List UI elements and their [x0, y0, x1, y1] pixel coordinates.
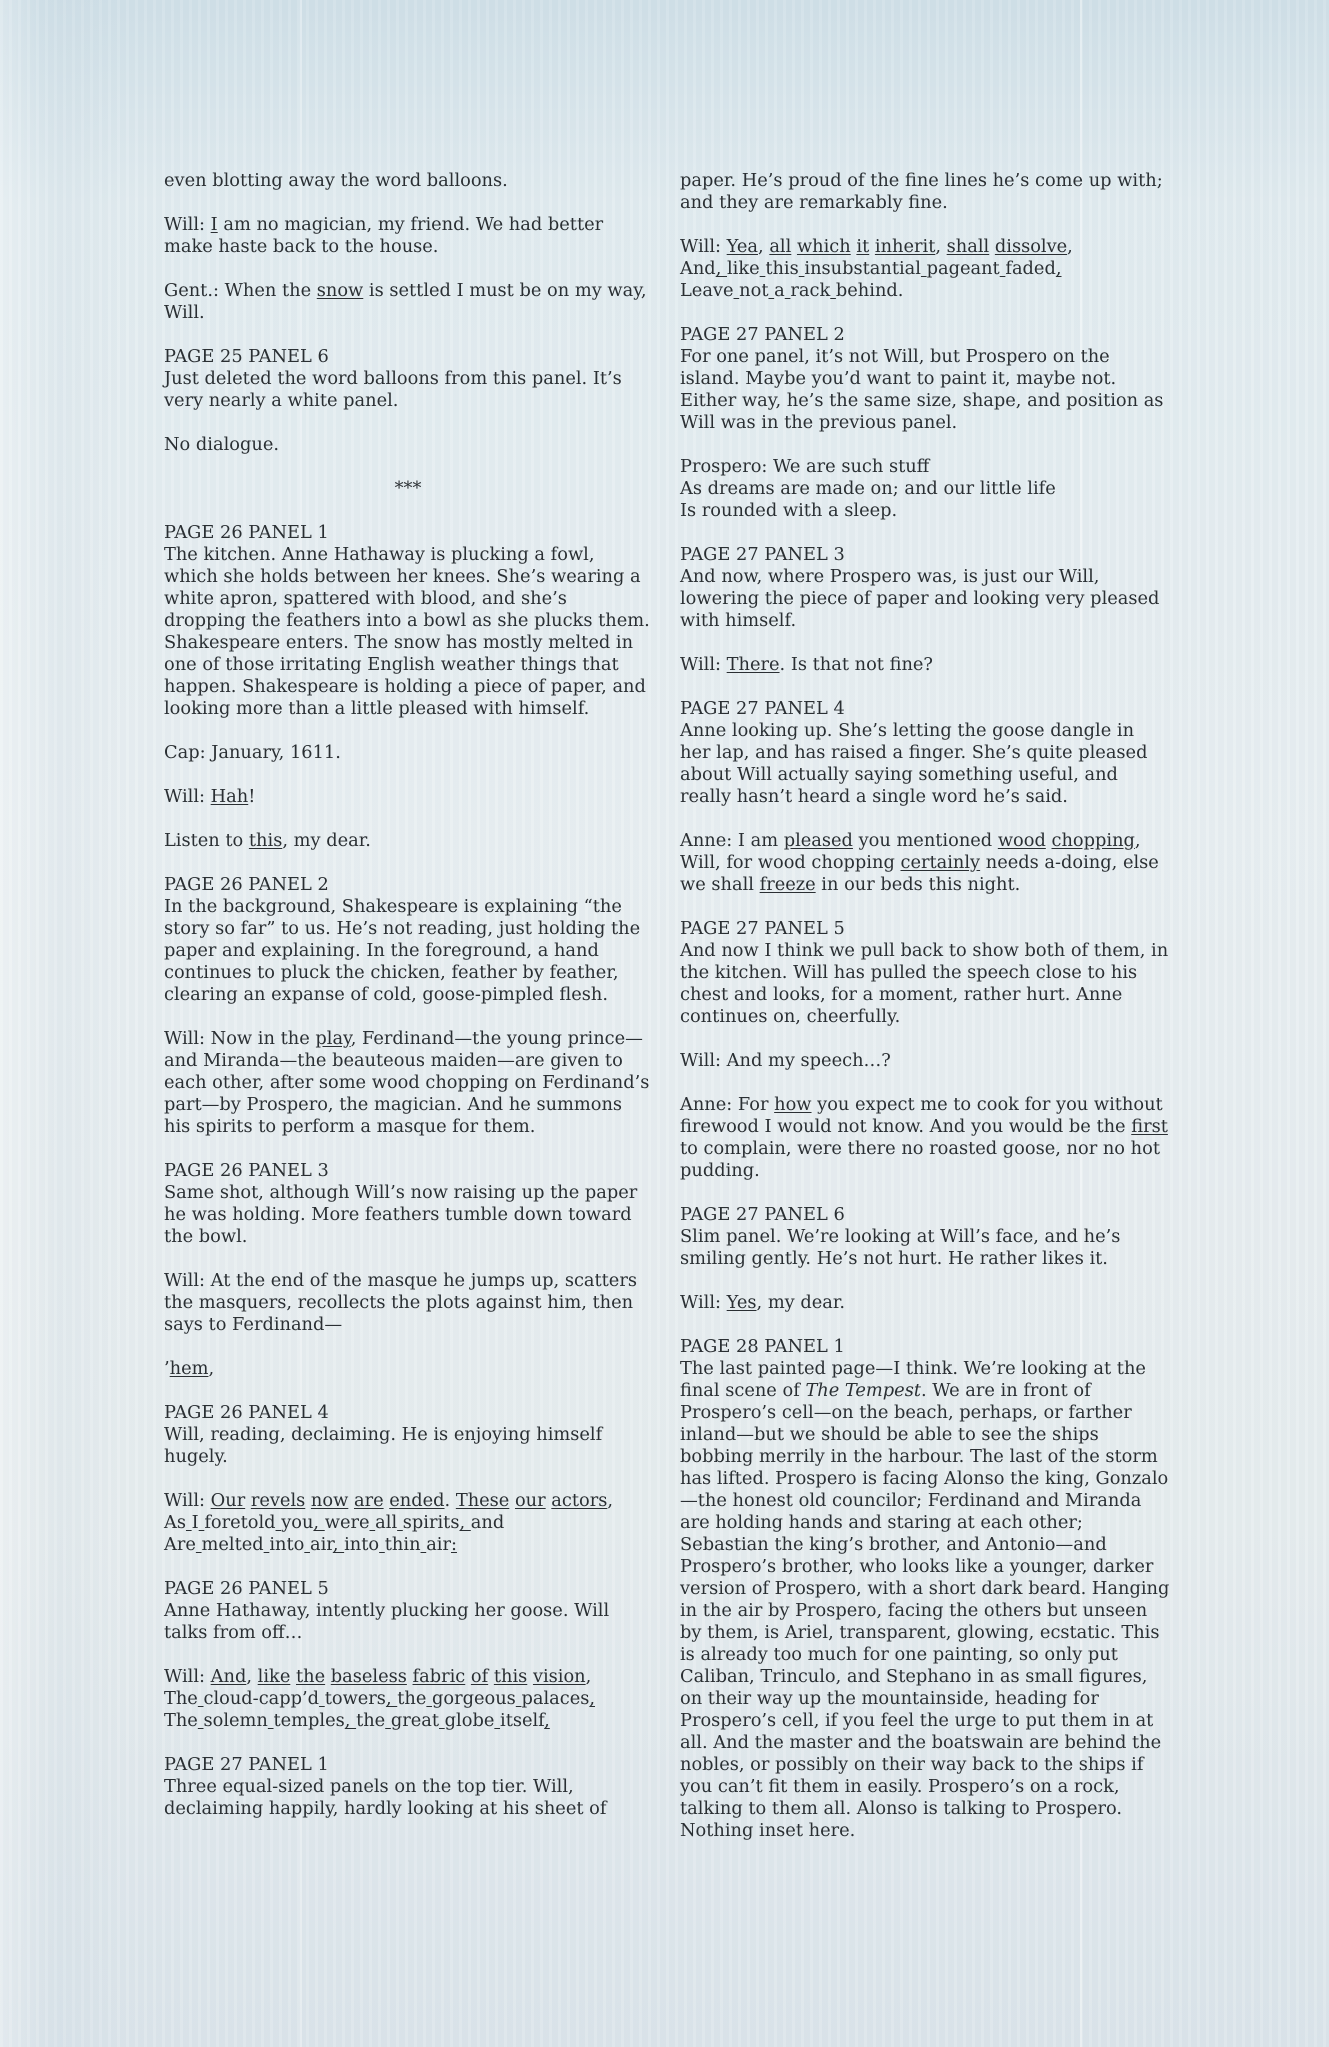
- panel-heading: PAGE 25 PANEL 6: [164, 346, 329, 367]
- panel-description: The kitchen. Anne Hathaway is plucking a fowl, which she holds between her knees. She’s wearing a white apron, spattered with blood, and she’s dropping the feathers into a bowl as she plucks them. Shakespeare enters. The snow has mostly melted in one of those irritating English weather things that happen. Shakespeare is holding a piece of paper, and looking more than a little pleased with himself.: [164, 544, 650, 719]
- panel-description: In the background, Shakespeare is explaining “the story so far” to us. He’s not reading, just holding the paper and explaining. In the foreground, a hand continues to pluck the chicken, feather by feather, clearing an expanse of cold, goose-pimpled flesh.: [164, 896, 641, 1005]
- paragraph: even blotting away the word balloons.: [164, 170, 508, 191]
- dialogue: Will: Yes, my dear.: [680, 1292, 846, 1313]
- panel-description: And now, where Prospero was, is just our Will, lowering the piece of paper and looking very pleased with himself.: [680, 566, 1160, 631]
- panel-heading: PAGE 28 PANEL 1: [680, 1336, 845, 1357]
- verse-line: Leave not a rack behind.: [680, 280, 904, 301]
- dialogue: Will: And my speech…?: [680, 1050, 891, 1071]
- panel-block: [680, 324, 1170, 434]
- verse: [164, 1490, 652, 1556]
- panel-heading: PAGE 27 PANEL 4: [680, 698, 845, 719]
- section-break: ***: [394, 478, 422, 499]
- panel-block: [680, 1204, 1170, 1270]
- panel-block: [164, 1754, 652, 1820]
- panel-block: [164, 1160, 652, 1248]
- verse-line: The cloud-capp’d towers, the gorgeous palaces,: [164, 1688, 596, 1709]
- dialogue-text: Anne: I am pleased you mentioned wood chopping, Will, for wood chopping certainly needs a-doing, else we shall freeze in our beds this night.: [680, 830, 1159, 895]
- panel-description: Three equal-sized panels on the top tier. Will, declaiming happily, hardly looking at his sheet of: [164, 1776, 607, 1819]
- verse-line: Will: Our revels now are ended. These our actors,: [164, 1490, 613, 1511]
- panel-description: Same shot, although Will’s now raising up the paper he was holding. More feathers tumble down toward the bowl.: [164, 1182, 638, 1247]
- panel-description: For one panel, it’s not Will, but Prospero on the island. Maybe you’d want to paint it, maybe not. Either way, he’s the same size, shape, and position as Will was in the previous panel.: [680, 346, 1164, 433]
- panel-heading: PAGE 27 PANEL 1: [164, 1754, 329, 1775]
- verse-line: Will: And, like the baseless fabric of this vision,: [164, 1666, 592, 1687]
- panel-description: The last painted page—I think. We’re looking at the final scene of The Tempest. We are in front of Prospero’s cell—on the beach, perhaps, or farther inland—but we should be able to see the ships bobbing merrily in the harbour. The last of the storm has lifted. Prospero is facing Alonso the king, Gonzalo—the honest old councilor; Ferdinand and Miranda are holding hands and staring at each other; Sebastian the king’s brother, and Antonio—and Prospero’s brother, who looks like a younger, darker version of Prospero, with a short dark beard. Hanging in the air by Prospero, facing the others but unseen by them, is Ariel, transparent, glowing, ecstatic. This is already too much for one painting, so only put Caliban, Trinculo, and Stephano in as small figures, on their way up the mountainside, heading for Prospero’s cell, if you feel the urge to put them in at all. And the master and the boatswain are behind the nobles, or possibly on their way back to the ships if you can’t fit them in easily. Prospero’s on a rock, talking to them all. Alonso is talking to Prospero. Nothing inset here.: [680, 1358, 1170, 1841]
- verse: [164, 1666, 652, 1732]
- verse-line: Are melted into air, into thin air:: [164, 1534, 457, 1555]
- left-column: [164, 170, 652, 1820]
- verse-line: As I foretold you, were all spirits, and: [164, 1512, 505, 1533]
- dialogue-text: Anne: For how you expect me to cook for you without firewood I would not know. And you would be the first to complain, were there no roasted goose, nor no hot pudding.: [680, 1094, 1168, 1181]
- panel-block: [680, 698, 1170, 808]
- panel-heading: PAGE 27 PANEL 2: [680, 324, 845, 345]
- panel-heading: PAGE 27 PANEL 5: [680, 918, 845, 939]
- panel-block: [164, 1578, 652, 1644]
- panel-block: [680, 918, 1170, 1028]
- panel-block: [164, 346, 652, 412]
- panel-heading: PAGE 26 PANEL 1: [164, 522, 329, 543]
- verse-line: Will: Yea, all which it inherit, shall dissolve,: [680, 236, 1073, 257]
- dialogue: Will: I am no magician, my friend. We had better make haste back to the house.: [164, 214, 604, 257]
- panel-description: Anne looking up. She’s letting the goose dangle in her lap, and has raised a finger. She’s quite pleased about Will actually saying something useful, and really hasn’t heard a single word he’s said.: [680, 720, 1148, 807]
- caption: Cap: January, 1611.: [164, 742, 341, 763]
- verse-line: And, like this insubstantial pageant faded,: [680, 258, 1062, 279]
- panel-block: [164, 874, 652, 1006]
- panel-heading: PAGE 26 PANEL 4: [164, 1402, 329, 1423]
- verse-line: The solemn temples, the great globe itself,: [164, 1710, 550, 1731]
- panel-description: Will, reading, declaiming. He is enjoying himself hugely.: [164, 1424, 603, 1467]
- panel-description: And now I think we pull back to show both of them, in the kitchen. Will has pulled the speech close to his chest and looks, for a moment, rather hurt. Anne continues on, cheerfully.: [680, 940, 1169, 1027]
- paragraph: paper. He’s proud of the fine lines he’s come up with; and they are remarkably fine.: [680, 170, 1163, 213]
- dialogue: Will: At the end of the masque he jumps up, scatters the masquers, recollects the plots against him, then says to Ferdinand—: [164, 1270, 637, 1335]
- dialogue: ’hem,: [164, 1358, 215, 1379]
- dialogue: [680, 1094, 1170, 1182]
- panel-heading: PAGE 26 PANEL 5: [164, 1578, 329, 1599]
- dialogue: Will: There. Is that not fine?: [680, 654, 933, 675]
- panel-block: [164, 1402, 652, 1468]
- paragraph: No dialogue.: [164, 434, 279, 455]
- verse: [680, 236, 1170, 302]
- panel-block: [680, 544, 1170, 632]
- panel-block: [164, 522, 652, 720]
- panel-description: Slim panel. We’re looking at Will’s face, and he’s smiling gently. He’s not hurt. He rather likes it.: [680, 1226, 1121, 1269]
- verse: Prospero: We are such stuff As dreams are made on; and our little life Is rounded with a sleep.: [680, 456, 1056, 521]
- panel-description: Just deleted the word balloons from this panel. It’s very nearly a white panel.: [164, 368, 622, 411]
- panel-heading: PAGE 26 PANEL 3: [164, 1160, 329, 1181]
- panel-block: [680, 1336, 1170, 1842]
- panel-heading: PAGE 27 PANEL 6: [680, 1204, 845, 1225]
- dialogue: Will: Now in the play, Ferdinand—the young prince—and Miranda—the beauteous maiden—are given to each other, after some wood chopping on Ferdinand’s part—by Prospero, the magician. And he summons his spirits to perform a masque for them.: [164, 1028, 650, 1137]
- dialogue: Gent.: When the snow is settled I must be on my way, Will.: [164, 280, 647, 323]
- panel-heading: PAGE 26 PANEL 2: [164, 874, 329, 895]
- panel-description: Anne Hathaway, intently plucking her goose. Will talks from off…: [164, 1600, 610, 1643]
- panel-heading: PAGE 27 PANEL 3: [680, 544, 845, 565]
- dialogue: Will: Hah!: [164, 786, 256, 807]
- dialogue: Listen to this, my dear.: [164, 830, 371, 851]
- right-column: [680, 170, 1170, 1842]
- dialogue: [680, 830, 1170, 896]
